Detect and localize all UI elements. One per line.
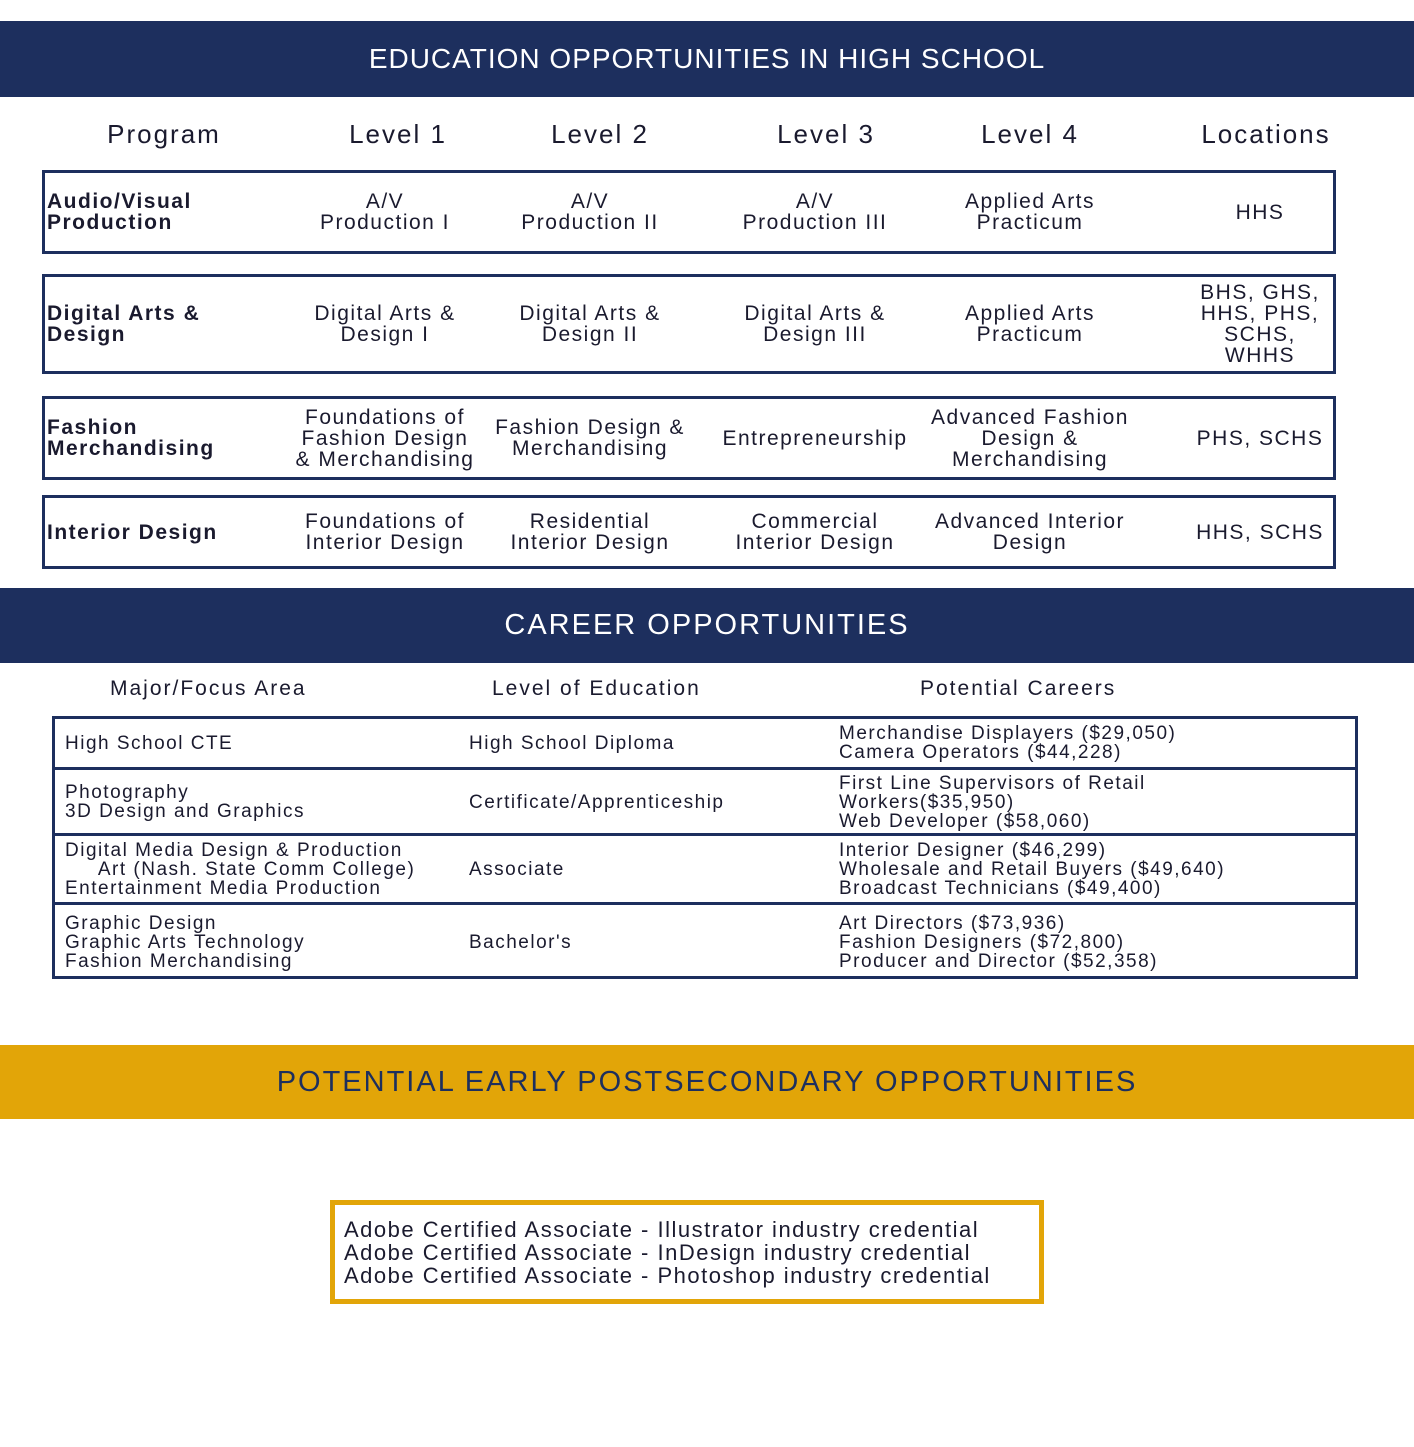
header-major: Major/Focus Area — [110, 677, 307, 700]
education-title: EDUCATION OPPORTUNITIES IN HIGH SCHOOL — [368, 43, 1046, 74]
career-item: Broadcast Technicians ($49,400) — [839, 878, 1162, 899]
career-title: CAREER OPPORTUNITIES — [504, 609, 910, 641]
program-name: Interior Design — [47, 520, 218, 544]
education-banner — [0, 21, 1414, 97]
program-locations: BHS, GHS, HHS, PHS, SCHS, WHHS — [1200, 281, 1320, 367]
education-level: Associate — [469, 859, 565, 880]
career-row — [55, 902, 1355, 979]
major-cell — [65, 836, 465, 903]
level-1-course: Foundations of Interior Design — [305, 510, 465, 554]
career-banner — [0, 588, 1414, 663]
major-item: Graphic Arts Technology — [65, 931, 306, 953]
career-item: Wholesale and Retail Buyers ($49,640) — [839, 859, 1226, 880]
credentials-box — [330, 1200, 1044, 1304]
careers-cell — [839, 836, 1349, 903]
career-row — [55, 833, 1355, 903]
major-item: 3D Design and Graphics — [65, 801, 305, 822]
careers-cell — [839, 719, 1349, 767]
major-item: Fashion Merchandising — [65, 950, 293, 972]
header-education-level: Level of Education — [492, 677, 701, 700]
career-item: Producer and Director ($52,358) — [839, 950, 1158, 972]
major-item: Art (Nash. State Comm College) — [65, 859, 416, 880]
career-item: Merchandise Displayers ($29,050) — [839, 723, 1177, 744]
level-3-course: A/V Production III — [742, 190, 888, 234]
career-item: First Line Supervisors of Retail — [839, 772, 1146, 794]
education-level: Bachelor's — [469, 931, 573, 953]
level-4-course: Applied Arts Practicum — [964, 302, 1096, 346]
careers-cell — [839, 770, 1349, 834]
major-cell — [65, 770, 465, 834]
education-level: Certificate/Apprenticeship — [469, 791, 725, 813]
header-level-3: Level 3 — [777, 119, 875, 149]
career-item: Art Directors ($73,936) — [839, 912, 1066, 934]
header-level-1: Level 1 — [349, 119, 447, 149]
career-row — [55, 719, 1355, 767]
major-item: Entertainment Media Production — [65, 878, 382, 899]
program-row-audio-visual — [42, 170, 1336, 254]
level-2-course: Fashion Design & Merchandising — [495, 416, 685, 460]
program-row-fashion — [42, 396, 1336, 480]
level-1-course: A/V Production I — [319, 190, 451, 234]
education-cell — [469, 905, 829, 979]
education-cell — [469, 770, 829, 834]
careers-cell — [839, 905, 1349, 979]
program-locations: HHS — [1235, 200, 1285, 224]
program-name: Fashion Merchandising — [47, 416, 215, 460]
education-cell — [469, 719, 829, 767]
career-item: Camera Operators ($44,228) — [839, 742, 1122, 763]
header-level-2: Level 2 — [551, 119, 649, 149]
major-cell — [65, 905, 465, 979]
career-item: Workers($35,950) — [839, 791, 1015, 813]
level-2-course: A/V Production II — [521, 190, 659, 234]
major-item: Photography — [65, 782, 190, 803]
program-row-interior — [42, 495, 1336, 569]
level-2-course: Digital Arts & Design II — [519, 302, 661, 346]
major-item: Graphic Design — [65, 912, 217, 934]
level-3-course: Entrepreneurship — [722, 426, 908, 450]
education-level: High School Diploma — [469, 732, 675, 754]
credential-item: Adobe Certified Associate - Photoshop industry credential — [344, 1263, 991, 1288]
header-level-4: Level 4 — [981, 119, 1079, 149]
level-1-course: Foundations of Fashion Design & Merchandising — [295, 405, 475, 471]
program-row-digital-arts — [42, 274, 1336, 374]
header-potential-careers: Potential Careers — [920, 677, 1117, 700]
major-item: High School CTE — [65, 732, 234, 754]
major-item: Digital Media Design & Production — [65, 840, 403, 861]
level-4-course: Applied Arts Practicum — [964, 190, 1096, 234]
header-program: Program — [107, 119, 221, 149]
credential-item: Adobe Certified Associate - Illustrator industry credential — [344, 1217, 980, 1242]
program-name: Digital Arts & Design — [47, 302, 201, 346]
level-4-course: Advanced Interior Design — [934, 510, 1126, 554]
career-item: Web Developer ($58,060) — [839, 810, 1091, 832]
postsecondary-title: POTENTIAL EARLY POSTSECONDARY OPPORTUNITIES — [276, 1065, 1138, 1098]
program-name: Audio/Visual Production — [47, 190, 192, 234]
level-1-course: Digital Arts & Design I — [314, 302, 456, 346]
major-cell — [65, 719, 465, 767]
program-locations: HHS, SCHS — [1196, 520, 1324, 544]
header-locations: Locations — [1201, 119, 1331, 149]
level-3-course: Commercial Interior Design — [735, 510, 895, 554]
career-table — [52, 716, 1358, 979]
career-item: Interior Designer ($46,299) — [839, 840, 1107, 861]
level-4-course: Advanced Fashion Design & Merchandising — [931, 405, 1129, 471]
credential-item: Adobe Certified Associate - InDesign industry credential — [344, 1240, 971, 1265]
career-item: Fashion Designers ($72,800) — [839, 931, 1125, 953]
level-2-course: Residential Interior Design — [510, 510, 670, 554]
career-row — [55, 767, 1355, 834]
level-3-course: Digital Arts & Design III — [744, 302, 886, 346]
program-locations: PHS, SCHS — [1196, 426, 1324, 450]
postsecondary-banner — [0, 1045, 1414, 1119]
education-cell — [469, 836, 829, 903]
